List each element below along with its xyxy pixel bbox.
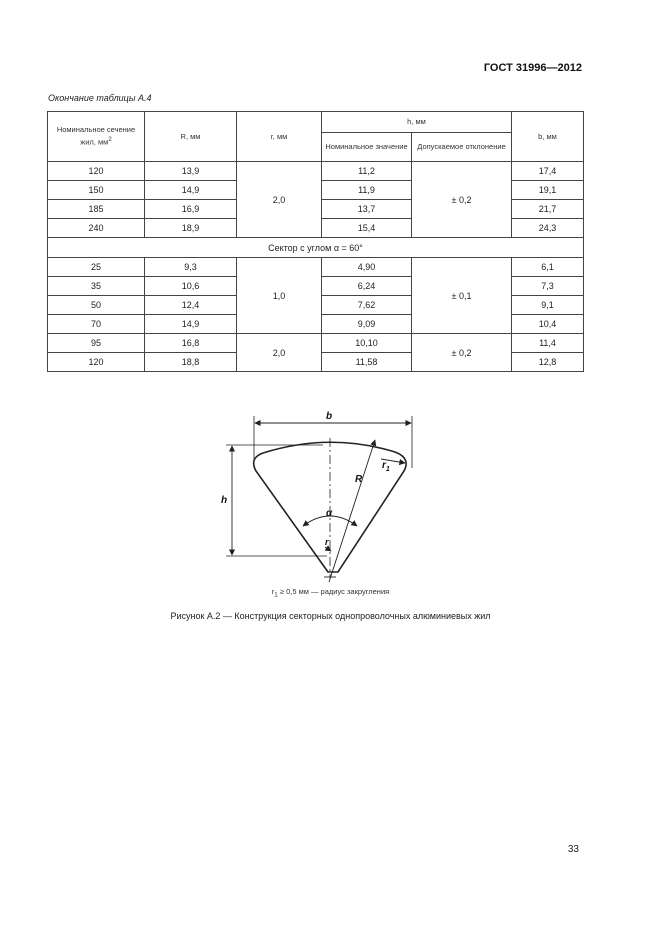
cell-R: 18,9 <box>145 219 237 238</box>
cell-b: 9,1 <box>512 296 584 315</box>
cell-section: 50 <box>48 296 145 315</box>
cell-R: 12,4 <box>145 296 237 315</box>
cell-h: 11,58 <box>322 353 412 372</box>
cell-b: 11,4 <box>512 334 584 353</box>
header-h-tolerance: Допускаемое отклонение <box>412 133 512 162</box>
table-row <box>48 334 584 353</box>
cell-section: 240 <box>48 219 145 238</box>
cell-h: 4,90 <box>322 258 412 277</box>
cell-section: 25 <box>48 258 145 277</box>
cell-h: 10,10 <box>322 334 412 353</box>
cell-section: 70 <box>48 315 145 334</box>
table-row <box>48 162 584 181</box>
label-r1: $r_1$ <box>382 460 390 473</box>
label-r: r <box>325 537 329 547</box>
cell-R: 10,6 <box>145 277 237 296</box>
cell-h: 11,2 <box>322 162 412 181</box>
cell-section: 120 <box>48 162 145 181</box>
cell-h: 13,7 <box>322 200 412 219</box>
table-caption: Окончание таблицы А.4 <box>48 93 152 103</box>
header-R: R, мм <box>145 112 237 162</box>
cell-h: 7,62 <box>322 296 412 315</box>
cell-b: 19,1 <box>512 181 584 200</box>
cell-b: 10,4 <box>512 315 584 334</box>
label-b: b <box>325 411 333 422</box>
cell-section: 35 <box>48 277 145 296</box>
header-b: b, мм <box>512 112 584 162</box>
cell-R: 16,8 <box>145 334 237 353</box>
radius-R <box>329 440 375 582</box>
header-h-nominal: Номинальное значение <box>322 133 412 162</box>
sector-row: Сектор с углом α = 60° <box>48 238 584 258</box>
header-h: h, мм <box>322 112 512 133</box>
cell-tolerance: ± 0,2 <box>412 162 512 238</box>
cell-tolerance: ± 0,1 <box>412 258 512 334</box>
cell-section: 95 <box>48 334 145 353</box>
cell-section: 120 <box>48 353 145 372</box>
figure-note: $r_1 \ge 0,5$ мм — радиус закругления <box>271 587 390 599</box>
cell-h: 9,09 <box>322 315 412 334</box>
cell-b: 24,3 <box>512 219 584 238</box>
table-row <box>48 258 584 277</box>
cell-r: 2,0 <box>237 334 322 372</box>
cell-b: 12,8 <box>512 353 584 372</box>
label-R: R <box>355 474 363 485</box>
header-section: Номинальное сечение жил, $мм^2$ <box>48 112 145 162</box>
cell-R: 18,8 <box>145 353 237 372</box>
cell-tolerance: ± 0,2 <box>412 334 512 372</box>
label-h: h <box>220 495 228 506</box>
header-r: r, мм <box>237 112 322 162</box>
cell-r: 2,0 <box>237 162 322 238</box>
cell-r: 1,0 <box>237 258 322 334</box>
cell-R: 16,9 <box>145 200 237 219</box>
cell-b: 6,1 <box>512 258 584 277</box>
dimensions-table <box>47 111 584 372</box>
cell-section: 185 <box>48 200 145 219</box>
cell-R: 14,9 <box>145 181 237 200</box>
cell-R: 9,3 <box>145 258 237 277</box>
cell-section: 150 <box>48 181 145 200</box>
page-number: 33 <box>567 844 579 855</box>
cell-h: 11,9 <box>322 181 412 200</box>
cell-R: 13,9 <box>145 162 237 181</box>
label-alpha: α <box>326 508 333 519</box>
cell-b: 21,7 <box>512 200 584 219</box>
cell-h: 6,24 <box>322 277 412 296</box>
document-number: ГОСТ 31996—2012 <box>483 62 582 74</box>
cell-h: 15,4 <box>322 219 412 238</box>
cell-b: 17,4 <box>512 162 584 181</box>
cell-R: 14,9 <box>145 315 237 334</box>
sector-diagram <box>205 400 435 585</box>
figure-caption: Рисунок А.2 — Конструкция секторных однопроволочных алюминиевых жил <box>170 611 491 621</box>
cell-b: 7,3 <box>512 277 584 296</box>
